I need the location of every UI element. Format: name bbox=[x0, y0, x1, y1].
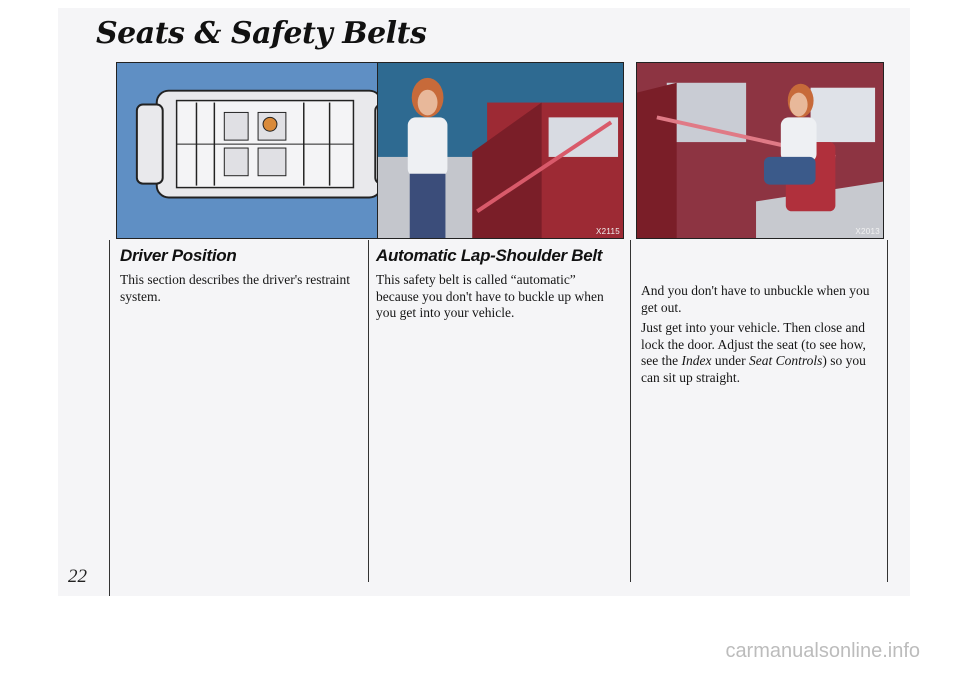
adjust-seat-text-end: ) so you can sit up straight. bbox=[641, 353, 866, 385]
heading-driver-position: Driver Position bbox=[120, 246, 237, 265]
figure-woman-seated bbox=[636, 62, 884, 239]
figure-code: X2013 bbox=[855, 227, 880, 236]
unbuckle-text: And you don't have to unbuckle when you get out. bbox=[641, 283, 870, 315]
adjust-seat-text-start: Just get into your vehicle. Then close and lock the door. Adjust the seat (to see how, see the bbox=[641, 320, 866, 368]
page-title: Seats & Safety Belts bbox=[96, 16, 427, 51]
manual-page bbox=[58, 8, 910, 596]
car-top-view-illustration bbox=[117, 63, 421, 238]
column-rule-left bbox=[109, 240, 110, 596]
figure-code: X2115 bbox=[595, 227, 620, 236]
seat-controls-reference: Seat Controls bbox=[748, 353, 823, 368]
heading-automatic-belt: Automatic Lap-Shoulder Belt bbox=[376, 246, 603, 265]
column-rule-right bbox=[630, 240, 631, 582]
column-rule-middle bbox=[368, 240, 369, 582]
index-reference: Index bbox=[681, 353, 712, 368]
figure-woman-at-door bbox=[377, 62, 624, 239]
column-rule-far-right bbox=[887, 240, 888, 582]
adjust-seat-text-under: under bbox=[711, 353, 749, 368]
automatic-belt-text: This safety belt is called “automatic” because you don't have to buckle up when you get into your vehicle. bbox=[376, 272, 604, 320]
driver-position-text: This section describes the driver's restraint system. bbox=[120, 272, 350, 304]
woman-seated-illustration bbox=[637, 63, 883, 238]
woman-at-door-illustration bbox=[378, 63, 623, 238]
watermark-text: carmanualsonline.info bbox=[725, 640, 920, 662]
page-number: 22 bbox=[68, 566, 87, 587]
adjust-seat-text bbox=[641, 320, 873, 386]
